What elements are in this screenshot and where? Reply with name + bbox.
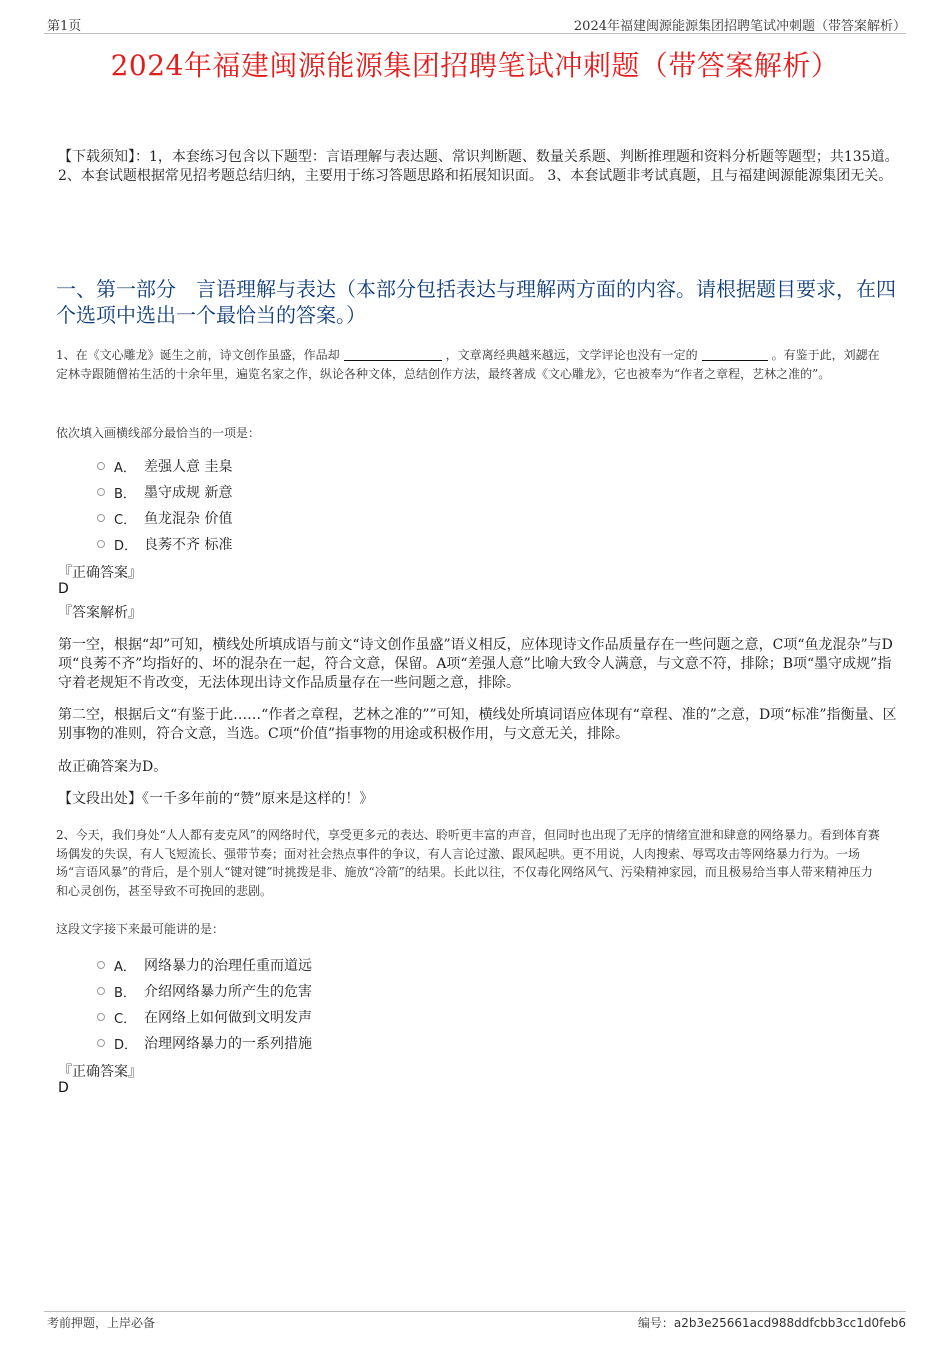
document-id-label: 编号：	[637, 1316, 674, 1330]
option-letter: A．	[114, 460, 136, 476]
question-2-prompt: 这段文字接下来最可能讲的是：	[56, 922, 225, 936]
radio-icon[interactable]	[97, 987, 105, 995]
option-letter: B．	[114, 486, 136, 502]
footer-slogan: 考前押题，上岸必备	[47, 1316, 156, 1330]
radio-icon[interactable]	[97, 1013, 105, 1021]
q1-text-part-2: ，文章离经典越来越远，文学评论也没有一定的	[445, 348, 698, 362]
q1-answer: D	[58, 581, 69, 597]
radio-icon[interactable]	[97, 1039, 105, 1047]
option-text: 鱼龙混杂 价值	[144, 511, 233, 527]
question-1-prompt: 依次填入画横线部分最恰当的一项是：	[56, 426, 261, 440]
q1-answer-label: 『正确答案』	[58, 565, 142, 581]
radio-icon[interactable]	[97, 961, 105, 969]
option-text: 在网络上如何做到文明发声	[144, 1010, 312, 1026]
radio-icon[interactable]	[97, 540, 105, 548]
q1-text-part-1: 1、在《文心雕龙》诞生之前，诗文创作虽盛，作品却	[56, 348, 340, 362]
option-text: 差强人意 圭臬	[144, 459, 233, 475]
option-letter: C．	[114, 1011, 137, 1027]
option-text: 墨守成规 新意	[144, 485, 233, 501]
radio-icon[interactable]	[97, 488, 105, 496]
q2-option-c[interactable]	[97, 1007, 312, 1027]
q1-analysis-paragraph-2: 第二空，根据后文“有鉴于此……“作者之章程，艺林之准的””可知，横线处所填词语应体现有“章程、准的”之意，D项“标准”指衡量、区别事物的准则，符合文意，当选。C项“价值”指事物的用途或积极作用，与文意无关，排除。	[58, 707, 897, 742]
option-text: 网络暴力的治理任重而道远	[144, 958, 312, 974]
option-letter: D．	[114, 1037, 138, 1053]
q2-option-a[interactable]	[97, 955, 312, 975]
option-letter: D．	[114, 538, 138, 554]
option-text: 良莠不齐 标准	[144, 537, 233, 553]
q1-analysis-label: 『答案解析』	[58, 605, 142, 621]
q1-text-part-3: 。有鉴于此，刘勰在定林寺跟随僧祐生活的十余年里，遍览名家之作，纵论各种文体，总结创作方法，最终著成《文心雕龙》，它也被奉为“作者之章程，艺林之准的”。	[56, 348, 880, 381]
q2-option-d[interactable]	[97, 1033, 312, 1053]
q1-analysis-paragraph-1: 第一空，根据“却”可知，横线处所填成语与前文“诗文创作虽盛”语义相反，应体现诗文作品质量存在一些问题之意，C项“鱼龙混杂”与D项“良莠不齐”均指好的、坏的混杂在一起，符合文意，保留。A项“差强人意”比喻大致令人满意，与文意不符，排除；B项“墨守成规”指守着老规矩不肯改变，无法体现出诗文作品质量存在一些问题之意，排除。	[58, 637, 893, 691]
option-text: 治理网络暴力的一系列措施	[144, 1036, 312, 1052]
q2-answer-label: 『正确答案』	[58, 1064, 142, 1080]
question-1-text	[56, 346, 882, 383]
fill-blank-1	[344, 348, 442, 361]
option-letter: C．	[114, 512, 137, 528]
download-notice: 【下载须知】：1，本套练习包含以下题型：言语理解与表达题、常识判断题、数量关系题、判断推理题和资料分析题等题型；共135道。 2、本套试题根据常见招考题总结归纳，主要用于练习答题思路和拓展知识面。 3、本套试题非考试真题，且与福建闽源能源集团无关。	[58, 149, 899, 184]
q2-option-b[interactable]	[97, 981, 312, 1001]
section-heading: 一、第一部分 言语理解与表达（本部分包括表达与理解两方面的内容。请根据题目要求，在四个选项中选出一个最恰当的答案。）	[56, 277, 896, 327]
q1-source: 【文段出处】《一千多年前的“赞”原来是这样的！》	[58, 791, 374, 807]
q1-option-b[interactable]	[97, 482, 232, 502]
page-number: 第1页	[47, 19, 82, 34]
radio-icon[interactable]	[97, 462, 105, 470]
document-id-code: a2b3e25661acd988ddfcbb3cc1d0feb6	[673, 1316, 906, 1330]
q2-answer: D	[58, 1080, 69, 1096]
q1-option-c[interactable]	[97, 508, 232, 528]
footer-document-id	[638, 1314, 906, 1331]
option-letter: B．	[114, 985, 136, 1001]
q1-option-a[interactable]	[97, 456, 232, 476]
document-title: 2024年福建闽源能源集团招聘笔试冲刺题（带答案解析）	[110, 49, 840, 82]
fill-blank-2	[702, 348, 768, 361]
header-doc-title: 2024年福建闽源能源集团招聘笔试冲刺题（带答案解析）	[573, 19, 906, 34]
q1-option-d[interactable]	[97, 534, 232, 554]
option-letter: A．	[114, 959, 136, 975]
radio-icon[interactable]	[97, 514, 105, 522]
question-2-text: 2、今天，我们身处“人人都有麦克风”的网络时代，享受更多元的表达、聆听更丰富的声音，但同时也出现了无序的情绪宣泄和肆意的网络暴力。看到体育赛场偶发的失误，有人飞短流长、强带节奏；面对社会热点事件的争议，有人言论过激、跟风起哄。更不用说，人肉搜索、辱骂攻击等网络暴力行为。一场场“言语风暴”的背后，是个别人“键对键”时挑拨是非、施放“冷箭”的结果。长此以往，不仅毒化网络风气、污染精神家园，而且极易给当事人带来精神压力和心灵创伤，甚至导致不可挽回的悲剧。	[56, 828, 880, 898]
footer-divider	[44, 1311, 906, 1312]
option-text: 介绍网络暴力所产生的危害	[144, 984, 312, 1000]
q1-analysis-conclusion: 故正确答案为D。	[58, 759, 168, 775]
header-divider	[44, 33, 906, 34]
